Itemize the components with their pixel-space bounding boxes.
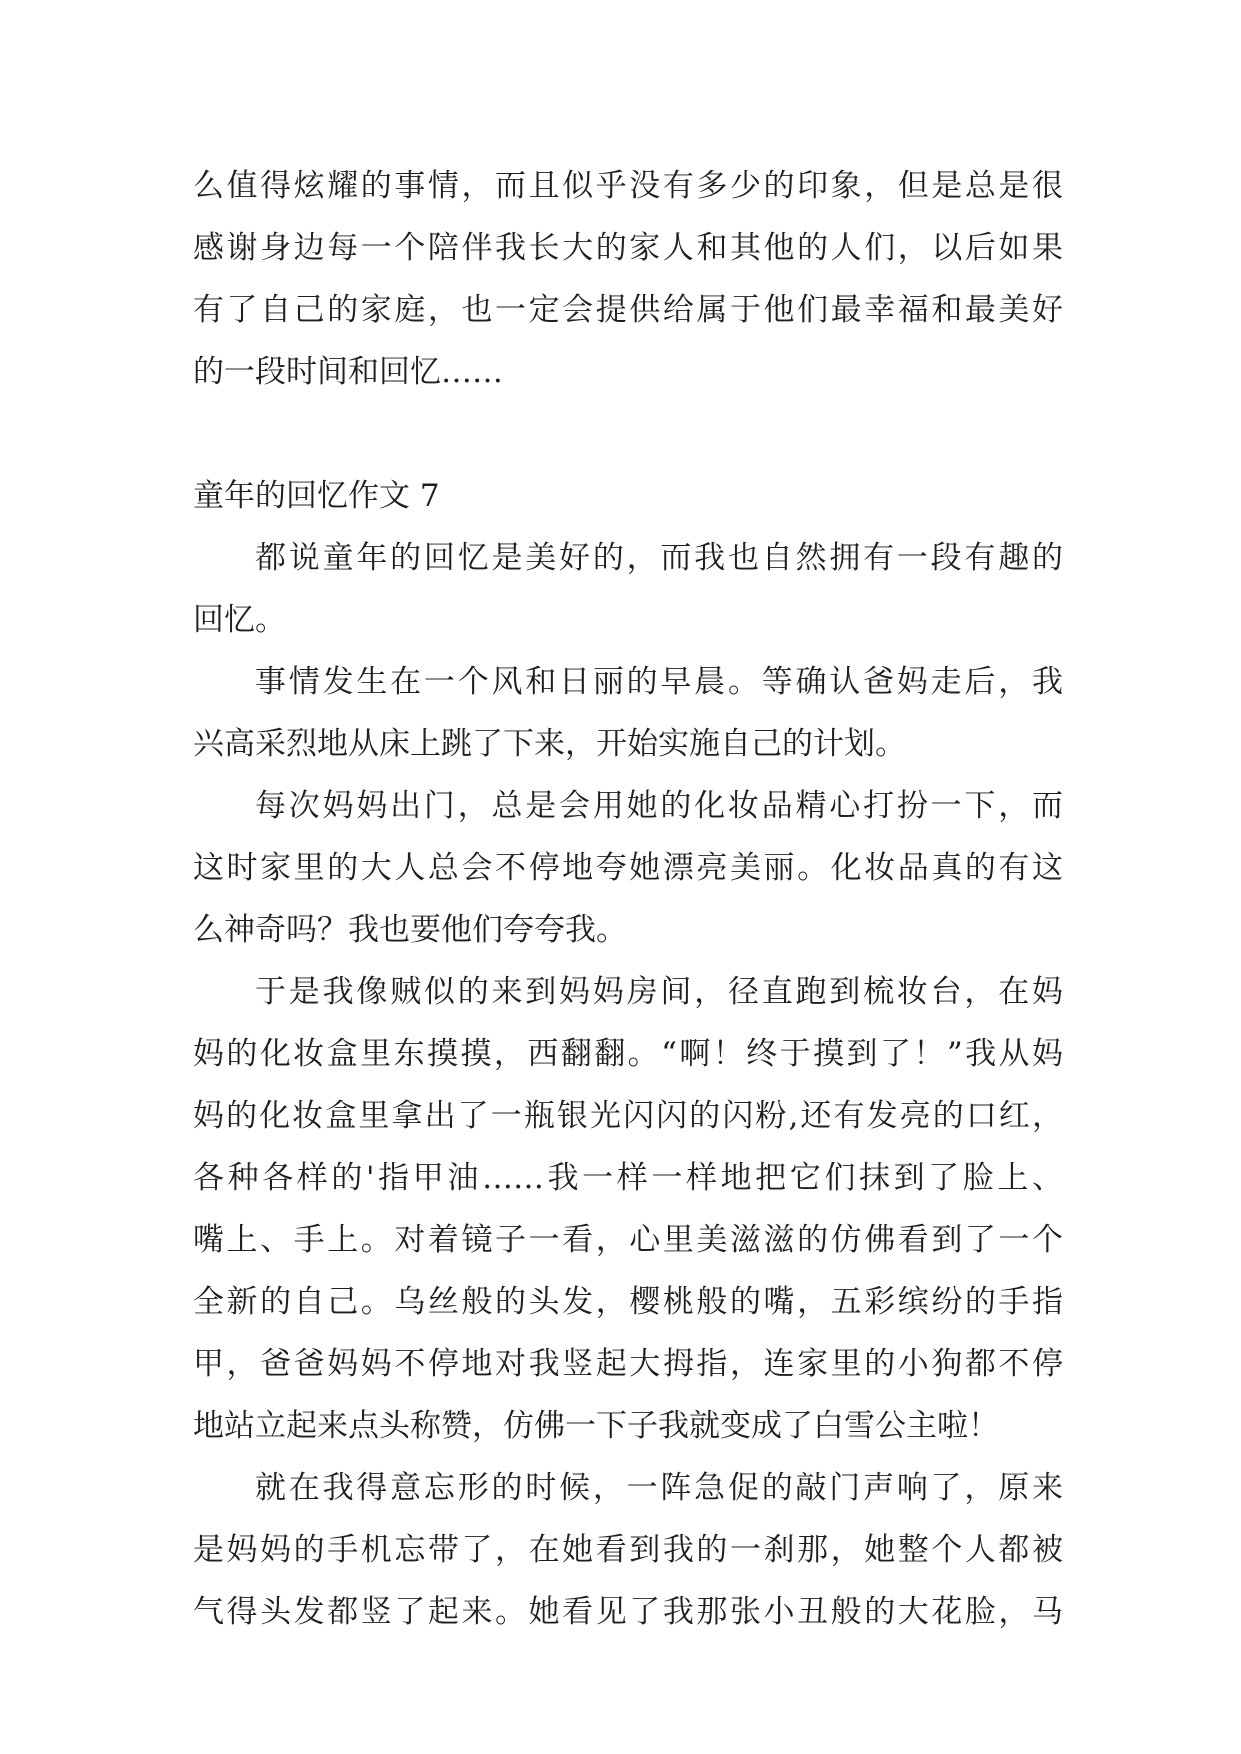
paragraph-line: 各种各样的'指甲油……我一样一样地把它们抹到了脸上、 — [193, 1160, 1063, 1196]
paragraph-line: 事情发生在一个风和日丽的早晨。等确认爸妈走后，我 — [255, 664, 1063, 700]
paragraph-line: 于是我像贼似的来到妈妈房间，径直跑到梳妆台，在妈 — [255, 974, 1063, 1010]
paragraph-line: 妈的化妆盒里拿出了一瓶银光闪闪的闪粉,还有发亮的口红， — [193, 1098, 1063, 1134]
paragraph-line: 妈的化妆盒里东摸摸，西翻翻。“啊！终于摸到了！”我从妈 — [193, 1036, 1063, 1072]
essay-heading: 童年的回忆作文 7 — [193, 478, 440, 514]
paragraph-line: 嘴上、手上。对着镜子一看，心里美滋滋的仿佛看到了一个 — [193, 1222, 1063, 1258]
paragraph-line: 么神奇吗？我也要他们夸夸我。 — [193, 912, 627, 948]
paragraph-line: 甲，爸爸妈妈不停地对我竖起大拇指，连家里的小狗都不停 — [193, 1346, 1063, 1382]
intro-line: 的一段时间和回忆…… — [193, 354, 503, 390]
paragraph-line: 兴高采烈地从床上跳了下来，开始实施自己的计划。 — [193, 726, 906, 762]
intro-line: 感谢身边每一个陪伴我长大的家人和其他的人们，以后如果 — [193, 230, 1063, 266]
paragraph-line: 是妈妈的手机忘带了，在她看到我的一刹那，她整个人都被 — [193, 1532, 1063, 1568]
document-body — [193, 155, 1063, 1643]
intro-line: 有了自己的家庭，也一定会提供给属于他们最幸福和最美好 — [193, 292, 1063, 328]
paragraph-line: 就在我得意忘形的时候，一阵急促的敲门声响了，原来 — [255, 1470, 1063, 1506]
paragraph-line: 每次妈妈出门，总是会用她的化妆品精心打扮一下，而 — [255, 788, 1063, 824]
intro-line: 么值得炫耀的事情，而且似乎没有多少的印象，但是总是很 — [193, 168, 1063, 204]
section-spacer — [193, 403, 1063, 465]
paragraph-line: 气得头发都竖了起来。她看见了我那张小丑般的大花脸，马 — [193, 1594, 1063, 1630]
paragraph-line: 回忆。 — [193, 602, 286, 638]
paragraph-line: 全新的自己。乌丝般的头发，樱桃般的嘴，五彩缤纷的手指 — [193, 1284, 1063, 1320]
paragraph-line: 地站立起来点头称赞，仿佛一下子我就变成了白雪公主啦！ — [193, 1408, 999, 1444]
paragraph-line: 都说童年的回忆是美好的，而我也自然拥有一段有趣的 — [255, 540, 1063, 576]
paragraph-line: 这时家里的大人总会不停地夸她漂亮美丽。化妆品真的有这 — [193, 850, 1063, 886]
